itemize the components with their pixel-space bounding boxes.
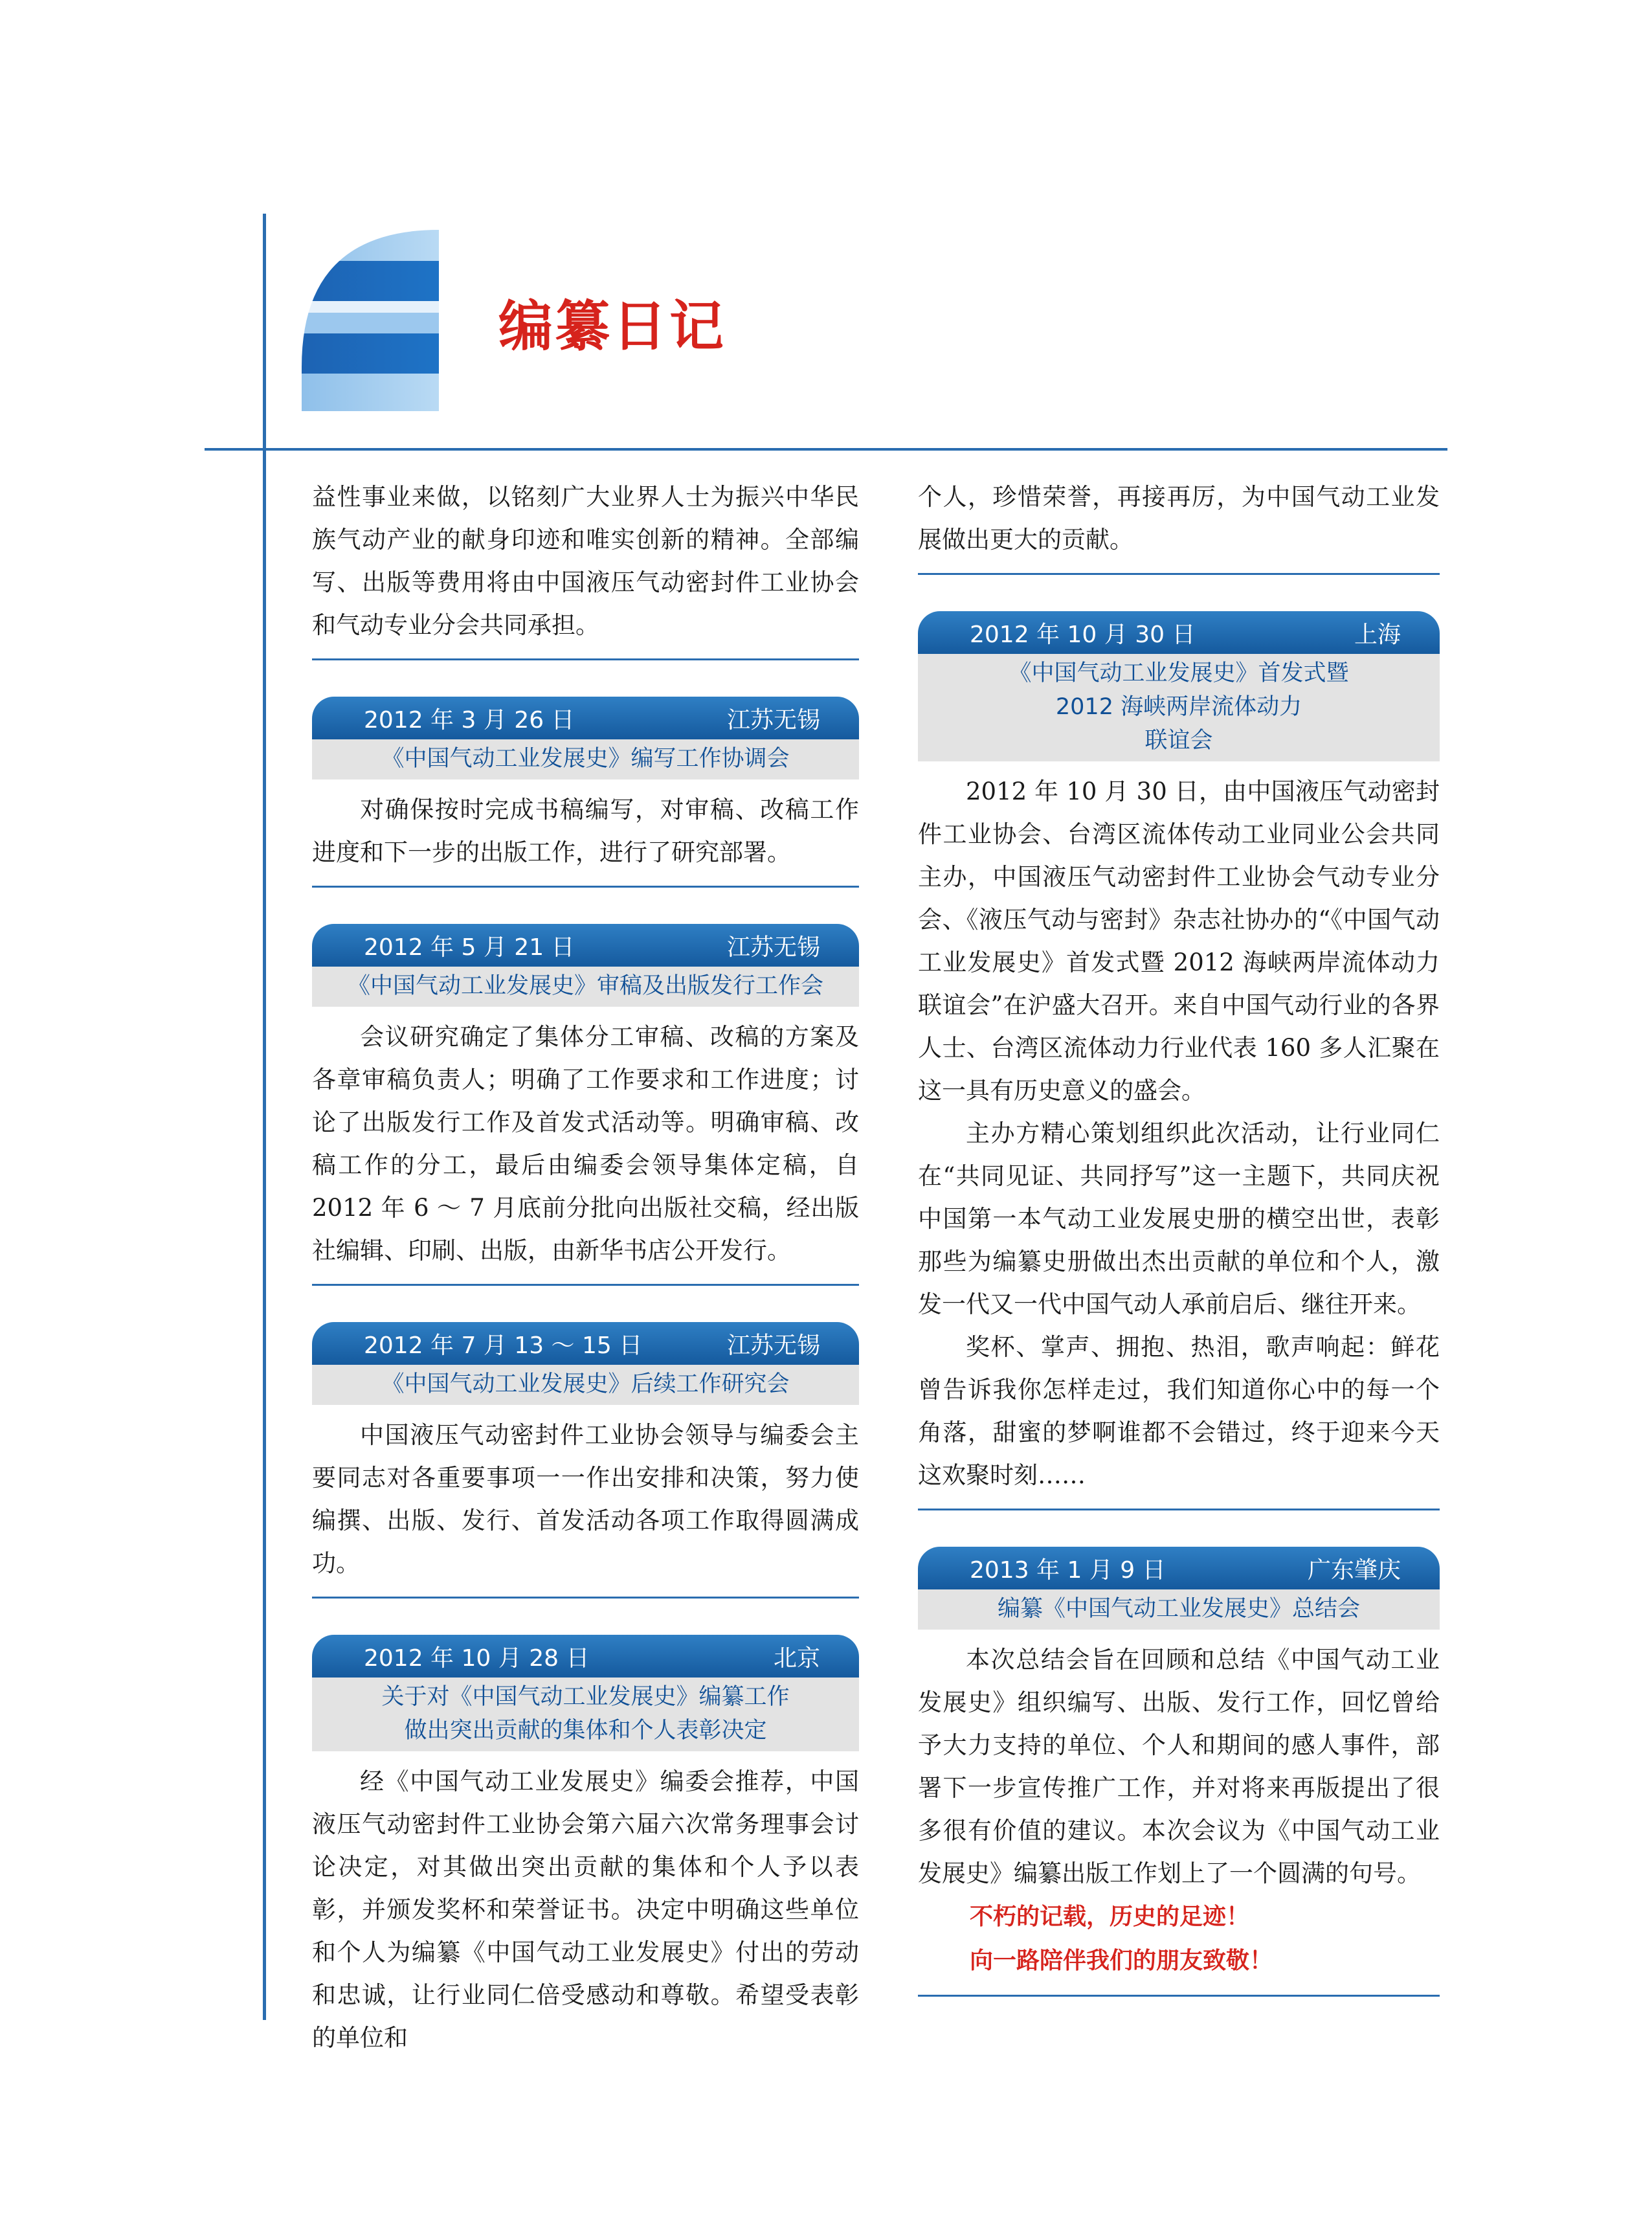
header-rule: [205, 448, 1447, 451]
section-divider: [918, 573, 1440, 575]
left-column: [312, 476, 859, 2059]
page-title: 编纂日记: [498, 295, 727, 358]
entry-title: 关于对《中国气动工业发展史》编纂工作 做出突出贡献的集体和个人表彰决定: [312, 1678, 859, 1751]
diary-entry: [312, 1635, 859, 2059]
diary-entry: [918, 1547, 1440, 1997]
entry-header: [312, 697, 859, 739]
entry-date: 2012 年 3 月 26 日: [364, 706, 575, 734]
entry-location: 上海: [1354, 621, 1401, 648]
section-divider: [918, 1995, 1440, 1997]
entry-paragraph: 主办方精心策划组织此次活动，让行业同仁在“共同见证、共同抒写”这一主题下，共同庆祝中国第一本气动工业发展史册的横空出世，表彰那些为编纂史册做出杰出贡献的单位和个人，激发一代又一代中国气动人承前启后、继往开来。: [918, 1119, 1440, 1318]
section-divider: [312, 1597, 859, 1599]
section-logo-icon: [302, 230, 439, 411]
section-divider: [312, 658, 859, 660]
entry-paragraph: 经《中国气动工业发展史》编委会推荐，中国液压气动密封件工业协会第六届六次常务理事会讨论决定，对其做出突出贡献的集体和个人予以表彰，并颁发奖杯和荣誉证书。决定中明确这些单位和个人为编纂《中国气动工业发展史》付出的劳动和忠诚，让行业同仁倍受感动和尊敬。希望受表彰的单位和: [312, 1767, 859, 2052]
entry-location: 广东肇庆: [1307, 1556, 1401, 1584]
entry-header: [312, 1635, 859, 1678]
entry-location: 江苏无锡: [726, 1332, 820, 1359]
section-divider: [918, 1509, 1440, 1510]
entry-title: 《中国气动工业发展史》首发式暨 2012 海峡两岸流体动力 联谊会: [918, 654, 1440, 761]
diary-entry: [918, 611, 1440, 1510]
entry-header: [312, 1322, 859, 1365]
entry-header: [918, 1547, 1440, 1589]
entry-date: 2013 年 1 月 9 日: [970, 1556, 1166, 1584]
entry-location: 江苏无锡: [726, 934, 820, 961]
entry-paragraph: 中国液压气动密封件工业协会领导与编委会主要同志对各重要事项一一作出安排和决策，努力使编撰、出版、发行、首发活动各项工作取得圆满成功。: [312, 1421, 859, 1577]
entry-paragraph: 奖杯、掌声、拥抱、热泪，歌声响起：鲜花曾告诉我你怎样走过，我们知道你心中的每一个角落，甜蜜的梦啊谁都不会错过，终于迎来今天这欢聚时刻……: [918, 1333, 1440, 1489]
entry-header: [312, 924, 859, 967]
entry-title: 《中国气动工业发展史》后续工作研究会: [312, 1365, 859, 1405]
intro-paragraph: 益性事业来做，以铭刻广大业界人士为振兴中华民族气动产业的献身印迹和唯实创新的精神。全部编写、出版等费用将由中国液压气动密封件工业协会和气动专业分会共同承担。: [312, 483, 859, 639]
entry-paragraph: 会议研究确定了集体分工审稿、改稿的方案及各章审稿负责人；明确了工作要求和工作进度；讨论了出版发行工作及首发式活动等。明确审稿、改稿工作的分工，最后由编委会领导集体定稿，自 2012 年 6 ～ 7 月底前分批向出版社交稿，经出版社编辑、印刷、出版，由新华书店公开发行。: [312, 1023, 859, 1264]
section-divider: [312, 1284, 859, 1286]
entry-date: 2012 年 5 月 21 日: [364, 934, 575, 961]
entry-title: 《中国气动工业发展史》编写工作协调会: [312, 739, 859, 780]
entry-date: 2012 年 10 月 28 日: [364, 1644, 590, 1672]
entry-title: 编纂《中国气动工业发展史》总结会: [918, 1589, 1440, 1630]
entry-header: [918, 611, 1440, 654]
entry-paragraph: 2012 年 10 月 30 日，由中国液压气动密封件工业协会、台湾区流体传动工业同业公会共同主办，中国液压气动密封件工业协会气动专业分会、《液压气动与密封》杂志社协办的“《中国气动工业发展史》首发式暨 2012 海峡两岸流体动力联谊会”在沪盛大召开。来自中国气动行业的各界人士、台湾区流体动力行业代表 160 多人汇聚在这一具有历史意义的盛会。: [918, 778, 1440, 1105]
left-margin-rule: [263, 214, 266, 2020]
diary-entry: [312, 1322, 859, 1599]
entry-paragraph: 本次总结会旨在回顾和总结《中国气动工业发展史》组织编写、出版、发行工作，回忆曾给予大力支持的单位、个人和期间的感人事件，部署下一步宣传推广工作，并对将来再版提出了很多很有价值的建议。本次会议为《中国气动工业发展史》编纂出版工作划上了一个圆满的句号。: [918, 1646, 1440, 1887]
entry-date: 2012 年 10 月 30 日: [970, 621, 1196, 648]
entry-title: 《中国气动工业发展史》审稿及出版发行工作会: [312, 967, 859, 1007]
section-divider: [312, 886, 859, 888]
closing-line: 向一路陪伴我们的朋友致敬！: [970, 1947, 1273, 1974]
right-column: [918, 476, 1440, 1997]
diary-entry: [312, 697, 859, 888]
entry-location: 北京: [773, 1644, 820, 1672]
entry-date: 2012 年 7 月 13 ～ 15 日: [364, 1332, 643, 1359]
diary-entry: [312, 924, 859, 1286]
entry-location: 江苏无锡: [726, 706, 820, 734]
continuation-paragraph: 个人，珍惜荣誉，再接再厉，为中国气动工业发展做出更大的贡献。: [918, 483, 1440, 554]
closing-line: 不朽的记载，历史的足迹！: [970, 1903, 1250, 1930]
entry-paragraph: 对确保按时完成书稿编写，对审稿、改稿工作进度和下一步的出版工作，进行了研究部署。: [312, 796, 859, 866]
